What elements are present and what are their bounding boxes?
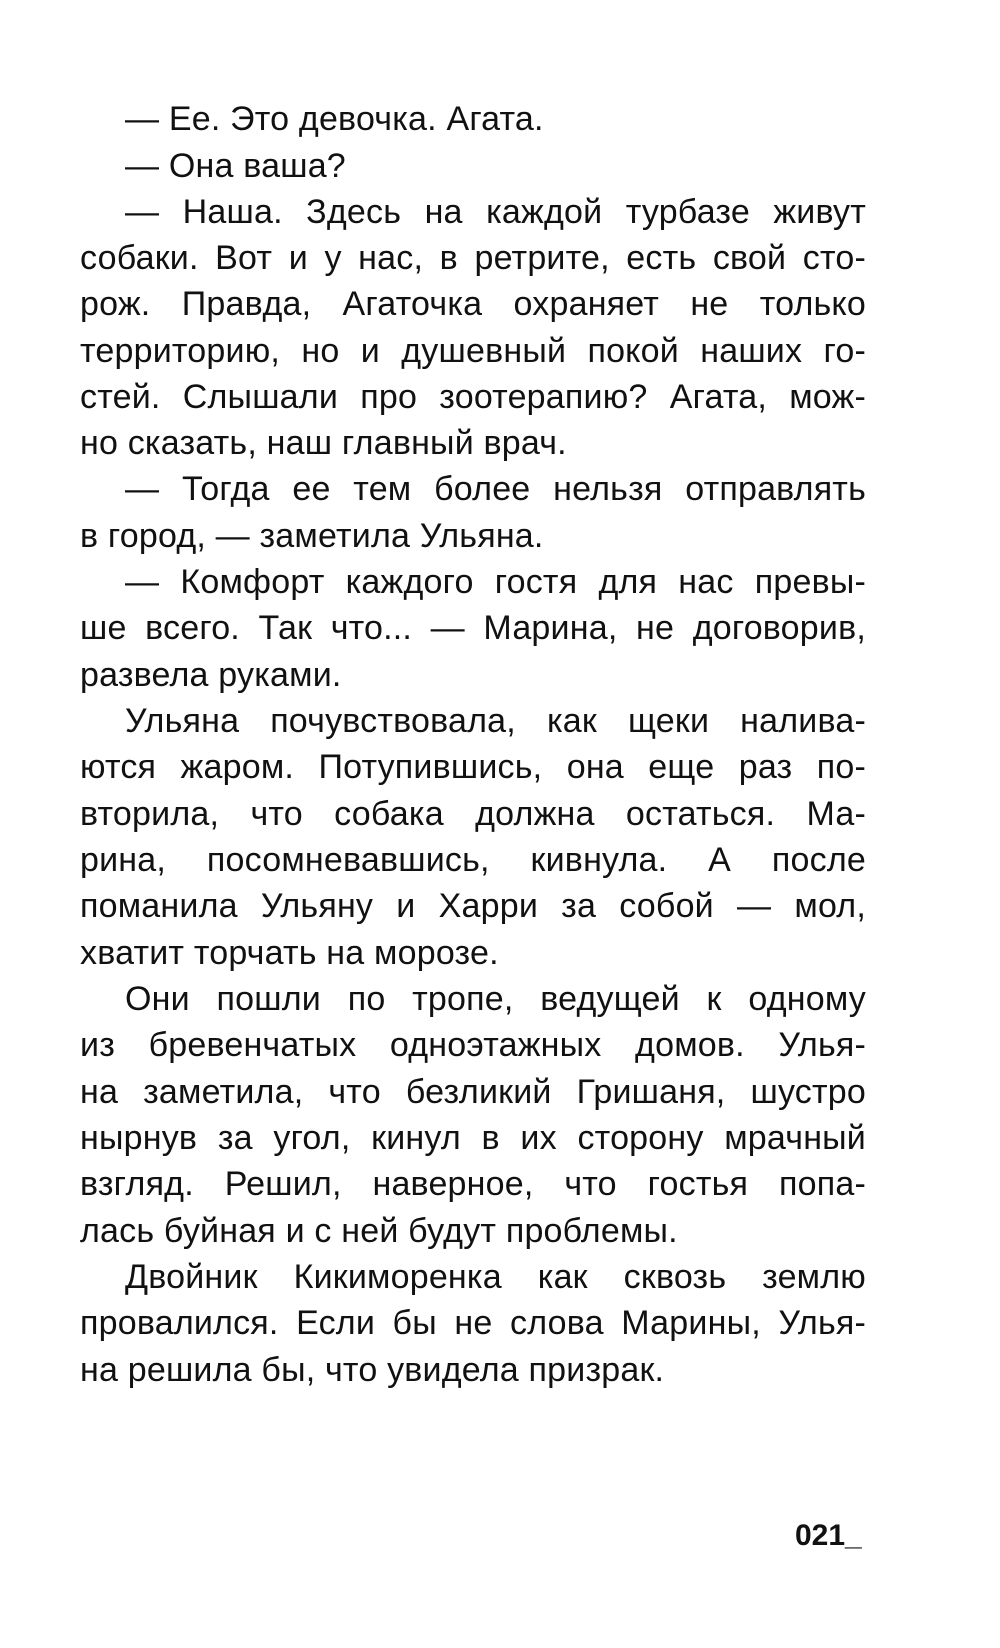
text-line: — Она ваша? [125, 147, 346, 185]
text-line: рина, посомневавшись, кивнула. А после [80, 841, 866, 879]
text-line: стей. Слышали про зоотерапию? Агата, мож- [80, 378, 866, 416]
text-line: вторила, что собака должна остаться. Ма- [80, 795, 866, 833]
text-line: лась буйная и с ней будут проблемы. [80, 1212, 678, 1250]
text-line: ются жаром. Потупившись, она еще раз по- [80, 748, 866, 786]
text-line: взгляд. Решил, наверное, что гостья попа- [80, 1165, 866, 1203]
text-line: Двойник Кикиморенка как сквозь землю [125, 1258, 866, 1296]
text-line: ше всего. Так что... — Марина, не договорив, [80, 609, 866, 647]
text-line: в город, — заметила Ульяна. [80, 517, 544, 555]
text-line: территорию, но и душевный покой наших го- [80, 332, 866, 370]
text-line: поманила Ульяну и Харри за собой — мол, [80, 887, 866, 925]
text-line: рож. Правда, Агаточка охраняет не только [80, 285, 866, 323]
text-line: но сказать, наш главный врач. [80, 424, 567, 462]
text-line: — Тогда ее тем более нельзя отправлять [125, 470, 866, 508]
text-line: провалился. Если бы не слова Марины, Улья- [80, 1304, 866, 1342]
text-line: нырнув за угол, кинул в их сторону мрачный [80, 1119, 866, 1157]
text-line: Они пошли по тропе, ведущей к одному [125, 980, 866, 1018]
text-line: собаки. Вот и у нас, в ретрите, есть свой сто- [80, 239, 866, 277]
text-line: развела руками. [80, 656, 342, 694]
text-line: хватит торчать на морозе. [80, 934, 499, 972]
text-line: на решила бы, что увидела призрак. [80, 1351, 665, 1389]
text-line: Ульяна почувствовала, как щеки налива- [125, 702, 866, 740]
text-line: — Ее. Это девочка. Агата. [125, 100, 544, 138]
text-line: — Комфорт каждого гостя для нас превы- [125, 563, 866, 601]
text-line: из бревенчатых одноэтажных домов. Улья- [80, 1026, 866, 1064]
text-line: на заметила, что безликий Гришаня, шустро [80, 1073, 866, 1111]
page-number: 021_ [795, 1519, 862, 1552]
text-line: — Наша. Здесь на каждой турбазе живут [125, 193, 866, 231]
